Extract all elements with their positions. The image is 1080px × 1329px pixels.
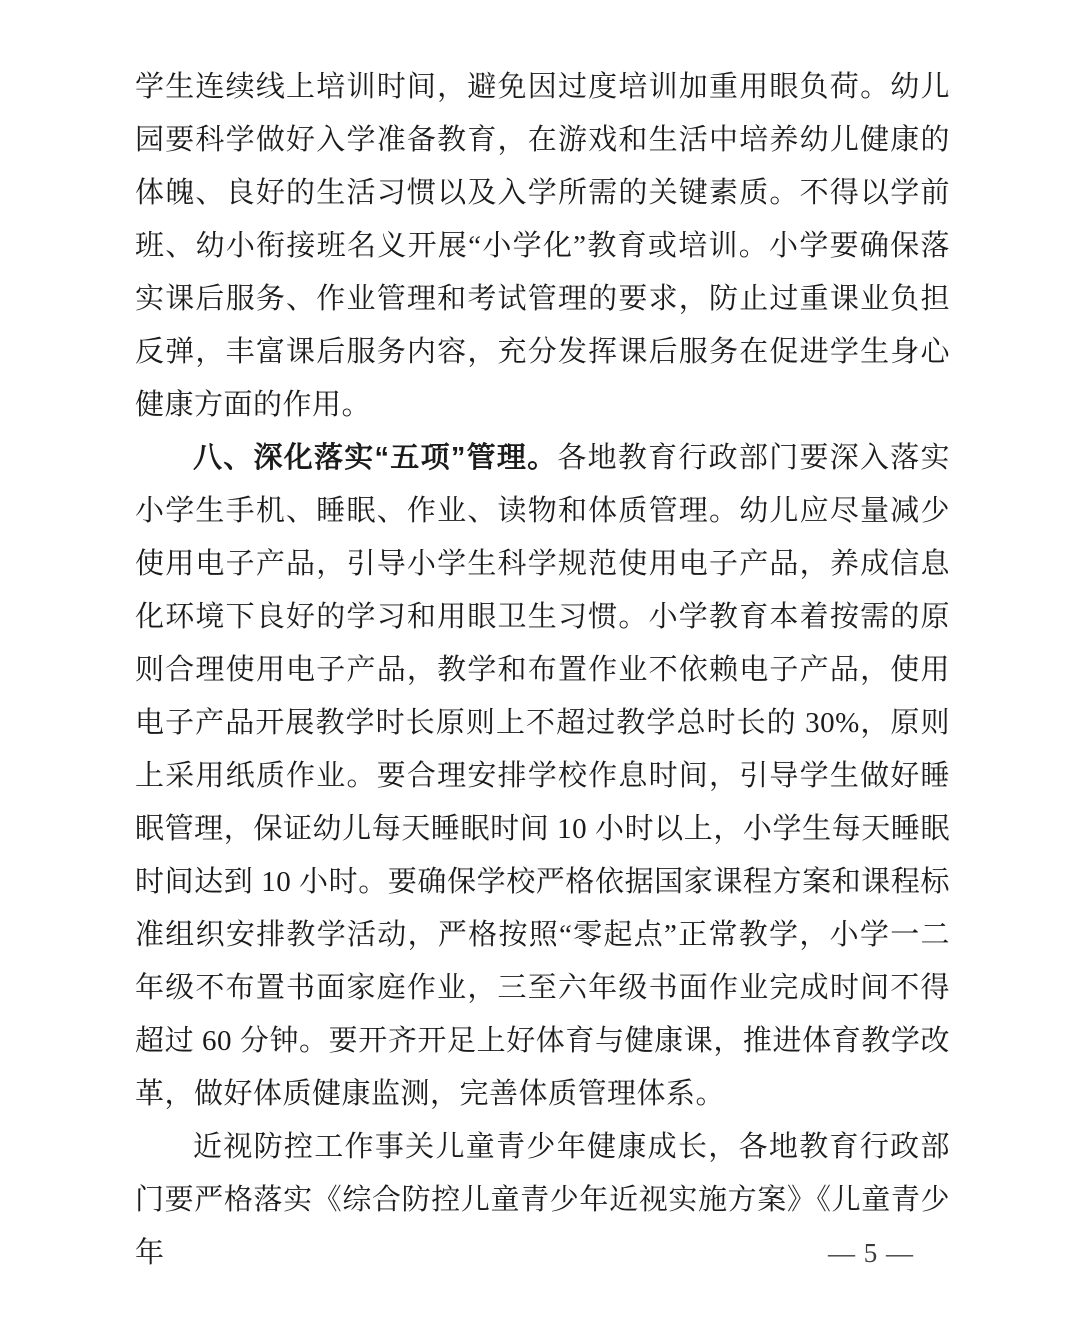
page-number: — 5 — — [828, 1238, 914, 1268]
paragraph-section-eight — [135, 432, 950, 1121]
paragraph-text: 学生连续线上培训时间，避免因过度培训加重用眼负荷。幼儿园要科学做好入学准备教育，在游戏和生活中培养幼儿健康的体魄、良好的生活习惯以及入学所需的关键素质。不得以学前班、幼小衔接班名义开展“小学化”教育或培训。小学要确保落实课后服务、作业管理和考试管理的要求，防止过重课业负担反弹，丰富课后服务内容，充分发挥课后服务在促进学生身心健康方面的作用。 — [135, 71, 950, 421]
paragraph-text: 各地教育行政部门要深入落实小学生手机、睡眠、作业、读物和体质管理。幼儿应尽量减少使用电子产品，引导小学生科学规范使用电子产品，养成信息化环境下良好的学习和用眼卫生习惯。小学教育本着按需的原则合理使用电子产品，教学和布置作业不依赖电子产品，使用电子产品开展教学时长原则上不超过教学总时长的 30%，原则上采用纸质作业。要合理安排学校作息时间，引导学生做好睡眠管理，保证幼儿每天睡眠时间 10 小时以上，小学生每天睡眠时间达到 10 小时。要确保学校严格依据国家课程方案和课程标准组织安排教学活动，严格按照“零起点”正常教学，小学一二年级不布置书面家庭作业，三至六年级书面作业完成时间不得超过 60 分钟。要开齐开足上好体育与健康课，推进体育教学改革，做好体质健康监测，完善体质管理体系。 — [135, 442, 950, 1110]
document-body — [135, 61, 950, 1280]
section-heading: 八、深化落实“五项”管理。 — [193, 442, 558, 474]
paragraph-continuation — [135, 61, 950, 432]
paragraph-text: 近视防控工作事关儿童青少年健康成长，各地教育行政部门要严格落实《综合防控儿童青少年近视实施方案》《儿童青少年 — [135, 1131, 950, 1269]
